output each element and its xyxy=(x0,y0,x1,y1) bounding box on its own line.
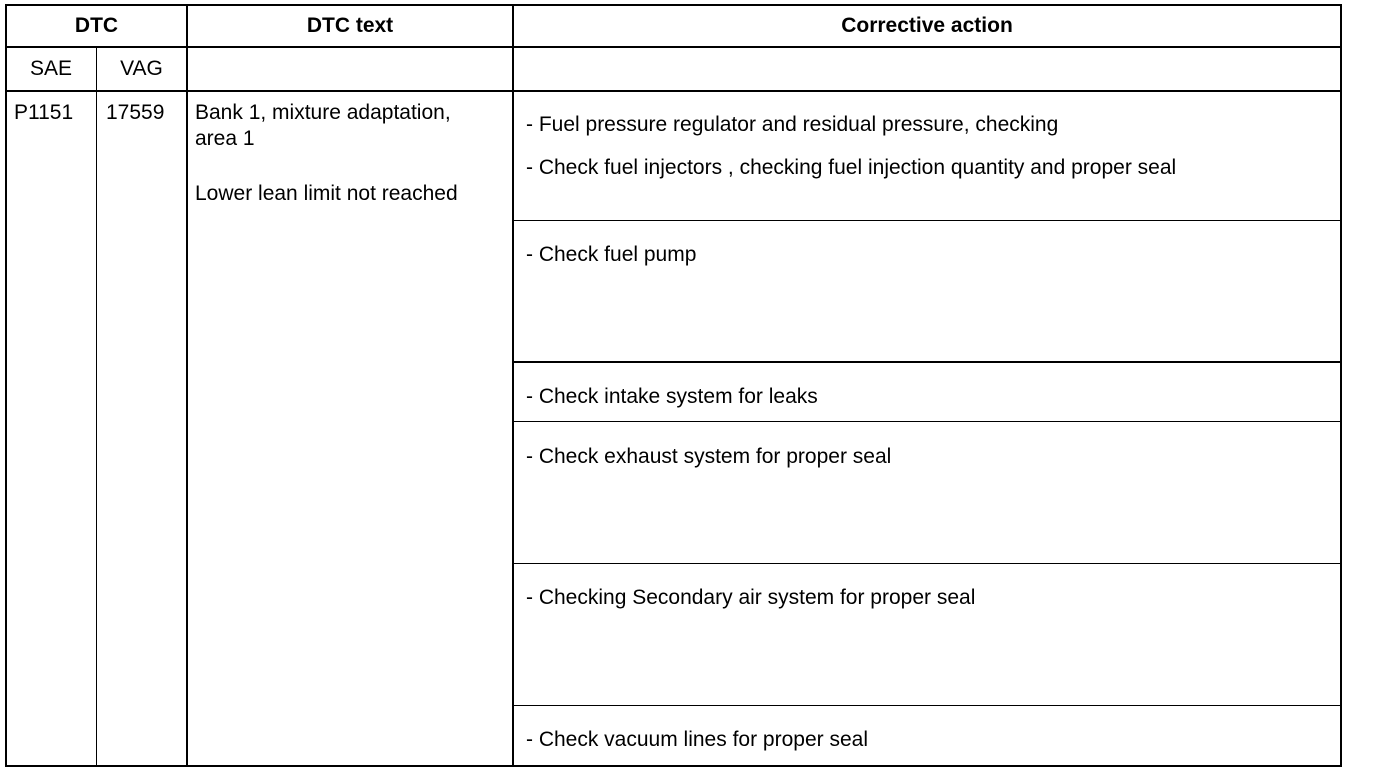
action-item: - Check intake system for leaks xyxy=(526,385,818,408)
subheader-sae: SAE xyxy=(29,57,73,80)
vag-code: 17559 xyxy=(106,101,165,124)
action-divider-1 xyxy=(513,220,1342,221)
action-divider-3 xyxy=(513,421,1342,422)
header-corrective-action: Corrective action xyxy=(841,14,1013,37)
action-item: - Fuel pressure regulator and residual pressure, checking xyxy=(526,113,1059,136)
sae-code: P1151 xyxy=(14,101,74,124)
action-item: - Checking Secondary air system for proper seal xyxy=(526,586,976,609)
table-border-bottom xyxy=(5,765,1342,767)
header-dtc-text: DTC text xyxy=(306,14,394,37)
action-item: - Check fuel injectors , checking fuel injection quantity and proper seal xyxy=(526,156,1177,179)
action-divider-5 xyxy=(513,705,1342,706)
dtc-text-line-3: Lower lean limit not reached xyxy=(195,182,458,205)
subheader-vag: VAG xyxy=(120,57,163,80)
action-divider-2 xyxy=(513,361,1342,363)
header-divider xyxy=(5,46,1342,48)
dtc-text-line-1: Bank 1, mixture adaptation, xyxy=(195,101,451,124)
header-dtc: DTC xyxy=(74,14,119,37)
action-column-divider xyxy=(512,4,514,767)
dtc-text-divider xyxy=(186,4,188,767)
table-border-right xyxy=(1340,4,1342,767)
table-border-top xyxy=(5,4,1342,6)
action-item: - Check fuel pump xyxy=(526,243,697,266)
dtc-text-line-2: area 1 xyxy=(195,127,255,150)
action-item: - Check exhaust system for proper seal xyxy=(526,445,892,468)
action-divider-4 xyxy=(513,563,1342,564)
action-item: - Check vacuum lines for proper seal xyxy=(526,728,868,751)
table-border-left xyxy=(5,4,7,767)
subheader-divider xyxy=(5,90,1342,92)
sae-vag-divider xyxy=(96,47,97,767)
